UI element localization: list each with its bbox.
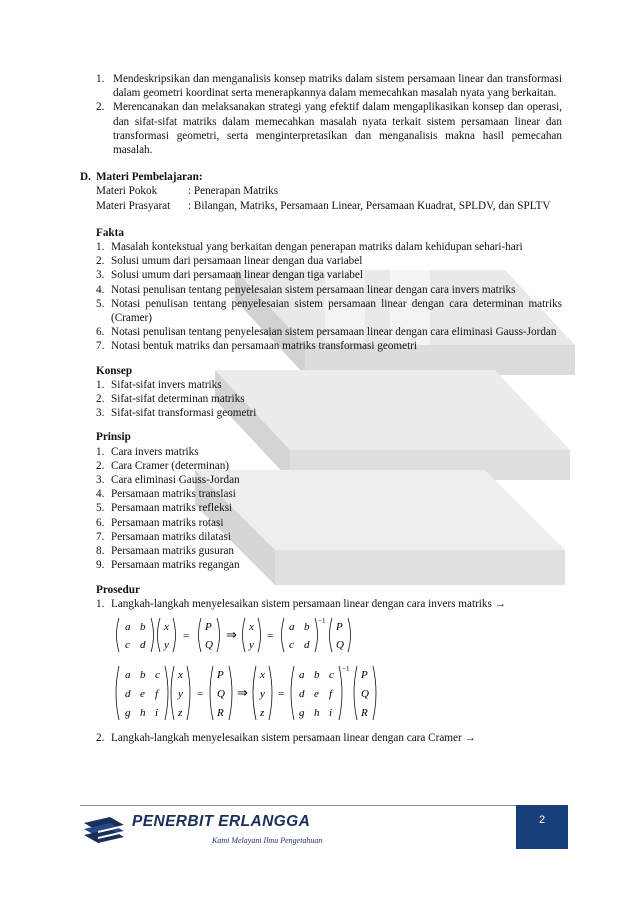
- vector-cell: z: [178, 707, 183, 720]
- list-item: [96, 445, 562, 459]
- list-number: 2.: [96, 255, 105, 268]
- list-number: 7.: [96, 340, 105, 353]
- vector-cell: P: [217, 669, 224, 682]
- list-number: 5.: [96, 502, 105, 515]
- matrix-cell: b: [304, 620, 310, 633]
- vector-cell: Q: [217, 688, 225, 701]
- matrix-cell: c: [329, 669, 334, 682]
- list-text: Persamaan matriks dilatasi: [111, 530, 231, 543]
- konsep-heading: Konsep: [96, 364, 133, 377]
- list-item: [96, 392, 562, 406]
- list-text: Persamaan matriks gusuran: [111, 545, 235, 558]
- matrix-cell: d: [304, 638, 310, 651]
- matrix-cell: e: [314, 688, 319, 701]
- vector-cell: x: [260, 669, 265, 682]
- matrix-cell: b: [314, 669, 320, 682]
- implies-symbol: ⇒: [237, 685, 248, 701]
- list-text: Persamaan matriks rotasi: [111, 516, 224, 529]
- list-number: 8.: [96, 545, 105, 558]
- list-number: 9.: [96, 559, 105, 572]
- matrix-cell: b: [140, 620, 146, 633]
- list-item: [96, 339, 562, 353]
- publisher-tagline: Kami Melayani Ilmu Pengetahuan: [212, 836, 323, 845]
- prinsip-heading: Prinsip: [96, 431, 131, 444]
- matrix-cell: a: [289, 620, 295, 633]
- section-title: Materi Pembelajaran:: [96, 171, 203, 184]
- list-item: [96, 501, 562, 515]
- list-number: 3.: [96, 269, 105, 282]
- section-d-body: [80, 184, 562, 745]
- equals-sign: =: [267, 629, 274, 642]
- matrix-cell: e: [140, 688, 145, 701]
- matrix-equation-3x3-svg: [113, 663, 383, 723]
- list-item: [96, 297, 562, 325]
- fakta-list: [96, 240, 562, 354]
- list-text: Cara Cramer (determinan): [111, 459, 230, 472]
- list-text: Sifat-sifat determinan matriks: [111, 393, 245, 406]
- objectives-list: [96, 72, 562, 157]
- list-number: 3.: [96, 407, 105, 420]
- list-text: Persamaan matriks regangan: [111, 559, 240, 572]
- matrix-cell: b: [140, 669, 146, 682]
- matrix-equation-3x3: [96, 663, 562, 727]
- list-text: Masalah kontekstual yang berkaitan dengan penerapan matriks dalam kehidupan sehari-hari: [111, 241, 523, 254]
- list-item: [96, 516, 562, 530]
- matrix-cell: h: [140, 707, 146, 720]
- matrix-cell: h: [314, 707, 320, 720]
- list-item: [96, 544, 562, 558]
- list-number: 5.: [96, 297, 105, 310]
- list-item: [96, 558, 562, 572]
- vector-cell: y: [164, 638, 169, 651]
- list-item: [96, 473, 562, 487]
- publisher-logo: [80, 815, 380, 845]
- list-text: Merencanakan dan melaksanakan strategi yang efektif dalam mengaplikasikan konsep dan operasi, dan sifat-sifat matriks dalam memecahkan masalah nyata terkait sistem persamaan linear dan transformasi geometri, serta menginterpretasikan dan menganalisis makna hasil pemecahan masalah.: [113, 101, 562, 157]
- vector-cell: Q: [205, 638, 213, 651]
- prosedur-heading: Prosedur: [96, 583, 140, 596]
- list-text: Notasi bentuk matriks dan persamaan matriks transformasi geometri: [111, 340, 418, 353]
- page-number-box: [516, 805, 568, 849]
- list-number: 4.: [96, 283, 105, 296]
- matrix-cell: d: [125, 688, 131, 701]
- list-text: Notasi penulisan tentang penyelesaian sistem persamaan linear dengan cara invers matriks: [111, 283, 516, 296]
- list-text: Langkah-langkah menyelesaikan sistem persamaan linear dengan cara Cramer →: [111, 732, 476, 745]
- vector-cell: R: [217, 707, 224, 720]
- materi-pokok-value: : Penerapan Matriks: [188, 185, 279, 198]
- list-number: 1.: [96, 597, 105, 610]
- list-text: Langkah-langkah menyelesaikan sistem persamaan linear dengan cara invers matriks →: [111, 597, 506, 610]
- list-item: [96, 240, 562, 254]
- list-number: 4.: [96, 488, 105, 501]
- list-text: Cara eliminasi Gauss-Jordan: [111, 474, 240, 487]
- list-text: Notasi penulisan tentang penyelesaian sistem persamaan linear dengan cara eliminasi Gauss-Jordan: [111, 326, 557, 339]
- list-number: 2.: [96, 459, 105, 472]
- list-text: Solusi umum dari persamaan linear dengan dua variabel: [111, 255, 363, 268]
- vector-cell: P: [361, 669, 368, 682]
- list-item: [96, 459, 562, 473]
- materi-prasyarat-label: Materi Prasyarat: [96, 199, 171, 212]
- matrix-cell: d: [140, 638, 146, 651]
- matrix-cell: a: [299, 669, 305, 682]
- vector-cell: y: [260, 688, 265, 701]
- inverse-exponent: −1: [342, 665, 350, 674]
- matrix-equation-2x2-svg: [113, 615, 353, 655]
- materi-prasyarat-value: : Bilangan, Matriks, Persamaan Linear, Persamaan Kuadrat, SPLDV, dan SPLTV: [188, 199, 551, 212]
- vector-cell: R: [361, 707, 368, 720]
- prosedur-list: [96, 597, 562, 746]
- vector-cell: x: [249, 620, 254, 633]
- inverse-exponent: −1: [318, 616, 326, 625]
- vector-cell: y: [249, 638, 254, 651]
- implies-symbol: ⇒: [226, 626, 237, 642]
- list-number: 6.: [96, 326, 105, 339]
- list-item: [96, 378, 562, 392]
- equals-sign: =: [183, 629, 190, 642]
- list-text: Notasi penulisan tentang penyelesaian sistem persamaan linear dengan cara determinan matriks (Cramer): [111, 297, 562, 325]
- section-label: D.: [80, 171, 91, 184]
- matrix-cell: i: [155, 707, 159, 720]
- konsep-list: [96, 378, 562, 421]
- matrix-cell: a: [125, 669, 131, 682]
- matrix-cell: i: [329, 707, 333, 720]
- page-content: [80, 72, 562, 746]
- materi-pokok-row: [96, 184, 562, 198]
- matrix-cell: c: [289, 638, 294, 651]
- list-number: 3.: [96, 474, 105, 487]
- list-number: 6.: [96, 516, 105, 529]
- list-item: [96, 268, 562, 282]
- matrix-cell: g: [125, 707, 131, 720]
- equals-sign: =: [197, 688, 204, 701]
- list-number: 1.: [96, 241, 105, 254]
- vector-cell: z: [260, 707, 265, 720]
- section-d-heading: [80, 170, 562, 184]
- materi-pokok-label: Materi Pokok: [96, 185, 158, 198]
- matrix-cell: g: [299, 707, 305, 720]
- vector-cell: x: [178, 669, 183, 682]
- vector-cell: P: [336, 620, 343, 633]
- vector-cell: x: [164, 620, 169, 633]
- list-item: [96, 406, 562, 420]
- matrix-cell: f: [155, 688, 159, 701]
- list-item: [96, 254, 562, 268]
- list-text: Sifat-sifat transformasi geometri: [111, 407, 257, 420]
- matrix-cell: c: [125, 638, 130, 651]
- list-number: 2.: [96, 393, 105, 406]
- list-item: [96, 325, 562, 339]
- list-item: [96, 731, 562, 745]
- book-stack-icon: [80, 815, 128, 845]
- list-number: 2.: [96, 101, 105, 114]
- list-number: 1.: [96, 73, 105, 85]
- page-number: 2: [538, 814, 546, 826]
- footer-divider: [80, 805, 568, 806]
- list-item: [96, 72, 562, 100]
- list-number: 1.: [96, 445, 105, 458]
- list-text: Mendeskripsikan dan menganalisis konsep matriks dalam sistem persamaan linear dan transformasi dalam geometri koordinat serta menerapkannya dalam memecahkan masalah nyata yang berkaitan.: [113, 73, 562, 100]
- matrix-cell: a: [125, 620, 131, 633]
- list-text: Persamaan matriks refleksi: [111, 502, 233, 515]
- vector-cell: Q: [361, 688, 369, 701]
- list-item: [96, 530, 562, 544]
- list-number: 2.: [96, 732, 105, 745]
- vector-cell: Q: [336, 638, 344, 651]
- list-item: [96, 597, 562, 611]
- list-text: Solusi umum dari persamaan linear dengan tiga variabel: [111, 269, 363, 282]
- matrix-equation-2x2: [96, 615, 562, 659]
- equals-sign: =: [278, 688, 285, 701]
- list-number: 7.: [96, 530, 105, 543]
- publisher-name: PENERBIT ERLANGGA: [132, 813, 311, 830]
- list-text: Sifat-sifat invers matriks: [111, 378, 222, 391]
- matrix-cell: d: [299, 688, 305, 701]
- vector-cell: P: [205, 620, 212, 633]
- vector-cell: y: [178, 688, 183, 701]
- list-item: [96, 283, 562, 297]
- list-number: 1.: [96, 378, 105, 391]
- matrix-cell: f: [329, 688, 333, 701]
- list-item: [96, 487, 562, 501]
- list-text: Persamaan matriks translasi: [111, 488, 236, 501]
- materi-prasyarat-row: [96, 199, 562, 213]
- list-text: Cara invers matriks: [111, 445, 199, 458]
- matrix-cell: c: [155, 669, 160, 682]
- prinsip-list: [96, 445, 562, 573]
- fakta-heading: Fakta: [96, 226, 124, 239]
- list-item: [96, 100, 562, 157]
